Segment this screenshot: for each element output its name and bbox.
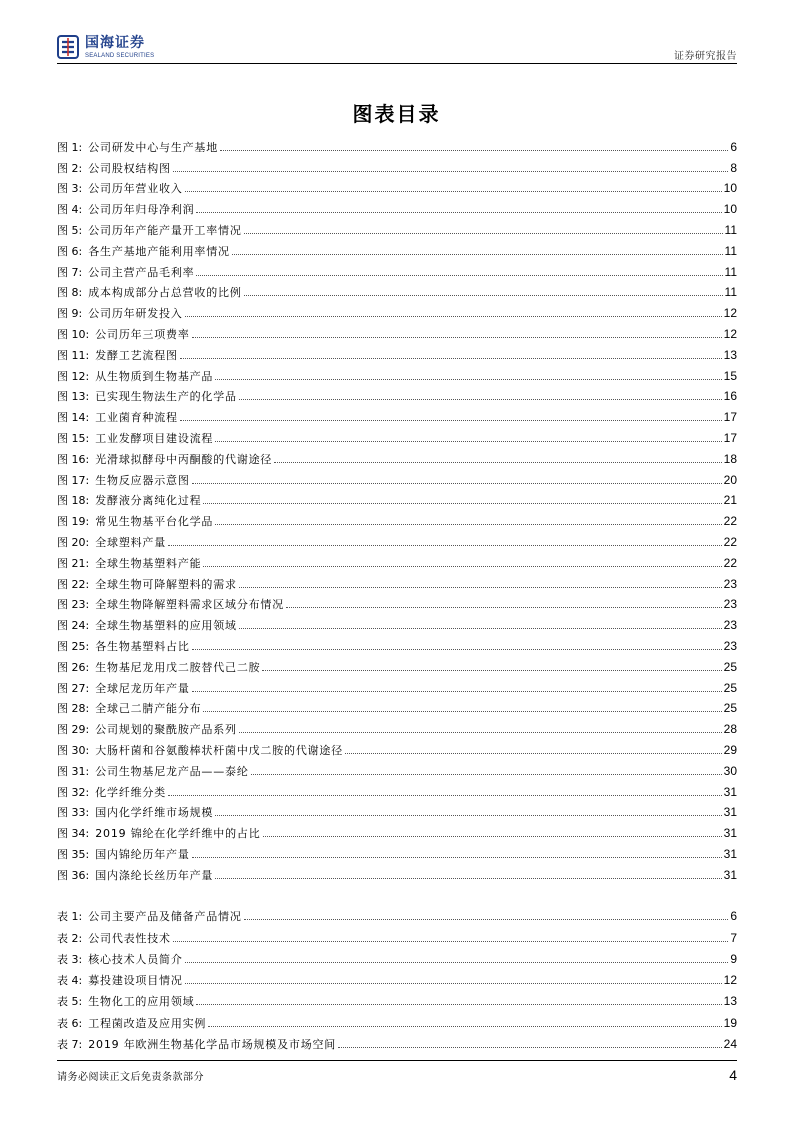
entry-title: 公司规划的聚酰胺产品系列 xyxy=(95,723,237,737)
entry-page-number: 13 xyxy=(723,994,737,1009)
entry-title: 各生物基塑料占比 xyxy=(95,639,190,653)
entry-page-number: 7 xyxy=(730,930,737,945)
table-index-list xyxy=(57,902,737,1051)
entry-label: 图 11 xyxy=(57,348,86,362)
entry-colon: : xyxy=(85,556,90,570)
dot-leader xyxy=(196,211,721,213)
figure-entry[interactable] xyxy=(57,383,737,404)
entry-page-number: 31 xyxy=(723,805,737,820)
entry-label: 图 4 xyxy=(57,203,79,217)
dot-leader xyxy=(168,794,722,796)
figure-entry[interactable] xyxy=(57,653,737,674)
entry-label: 表 5 xyxy=(57,995,79,1009)
dot-leader xyxy=(215,814,721,816)
figure-entry[interactable] xyxy=(57,819,737,840)
entry-page-number: 8 xyxy=(730,160,737,175)
entry-title: 大肠杆菌和谷氨酸棒状杆菌中戊二胺的代谢途径 xyxy=(95,743,344,757)
entry-title: 2019 年欧洲生物基化学品市场规模及市场空间 xyxy=(88,1038,337,1052)
dot-leader xyxy=(173,940,728,942)
entry-label: 图 30 xyxy=(57,743,86,757)
entry-title: 工业菌育种流程 xyxy=(95,411,178,425)
figure-entry[interactable] xyxy=(57,591,737,612)
dot-leader xyxy=(208,1025,721,1027)
entry-label: 图 19 xyxy=(57,515,86,529)
entry-page-number: 15 xyxy=(723,368,737,383)
entry-title: 化学纤维分类 xyxy=(95,785,167,799)
entry-page-number: 21 xyxy=(723,493,737,508)
entry-title: 各生产基地产能利用率情况 xyxy=(88,244,230,258)
entry-title: 发酵液分离纯化过程 xyxy=(95,494,202,508)
dot-leader xyxy=(239,586,722,588)
entry-label: 图 15 xyxy=(57,431,86,445)
dot-leader xyxy=(168,544,722,546)
dot-leader xyxy=(180,357,722,359)
entry-page-number: 23 xyxy=(723,618,737,633)
entry-page-number: 10 xyxy=(723,202,737,217)
dot-leader xyxy=(286,606,722,608)
figure-entry[interactable] xyxy=(57,133,737,154)
entry-colon: : xyxy=(85,452,90,466)
footer-divider xyxy=(57,1060,737,1061)
entry-page-number: 13 xyxy=(723,347,737,362)
table-entry[interactable] xyxy=(57,923,737,944)
entry-label: 表 7 xyxy=(57,1038,79,1052)
entry-colon: : xyxy=(78,203,83,217)
entry-page-number: 31 xyxy=(723,846,737,861)
entry-colon: : xyxy=(85,764,90,778)
report-type-label: 证券研究报告 xyxy=(674,51,737,62)
entry-colon: : xyxy=(78,974,83,988)
entry-page-number: 6 xyxy=(730,909,737,924)
entry-title: 公司主要产品及储备产品情况 xyxy=(88,910,242,924)
entry-title: 公司主营产品毛利率 xyxy=(88,265,195,279)
table-entry[interactable] xyxy=(57,902,737,923)
dot-leader xyxy=(185,190,722,192)
entry-page-number: 12 xyxy=(723,326,737,341)
entry-title: 公司历年研发投入 xyxy=(88,307,183,321)
entry-title: 国内化学纤维市场规模 xyxy=(95,806,214,820)
dot-leader xyxy=(196,1003,721,1005)
dot-leader xyxy=(244,918,729,920)
entry-title: 工程菌改造及应用实例 xyxy=(88,1016,207,1030)
entry-colon: : xyxy=(78,182,83,196)
entry-page-number: 17 xyxy=(723,410,737,425)
entry-colon: : xyxy=(78,931,83,945)
entry-title: 全球生物基塑料的应用领域 xyxy=(95,619,237,633)
entry-colon: : xyxy=(85,785,90,799)
entry-title: 全球尼龙历年产量 xyxy=(95,681,190,695)
table-entry[interactable] xyxy=(57,945,737,966)
entry-label: 表 4 xyxy=(57,974,79,988)
entry-page-number: 30 xyxy=(723,763,737,778)
entry-label: 图 6 xyxy=(57,244,79,258)
entry-label: 图 28 xyxy=(57,702,86,716)
entry-title: 公司生物基尼龙产品——泰纶 xyxy=(95,764,249,778)
entry-colon: : xyxy=(78,244,83,258)
entry-label: 图 27 xyxy=(57,681,86,695)
figure-entry[interactable] xyxy=(57,757,737,778)
entry-colon: : xyxy=(85,639,90,653)
entry-colon: : xyxy=(85,431,90,445)
figure-entry[interactable] xyxy=(57,362,737,383)
entry-colon: : xyxy=(85,473,90,487)
entry-page-number: 22 xyxy=(723,555,737,570)
dot-leader xyxy=(185,982,722,984)
entry-label: 图 1 xyxy=(57,140,79,154)
dot-leader xyxy=(220,149,728,151)
entry-title: 生物反应器示意图 xyxy=(95,473,190,487)
dot-leader xyxy=(192,336,722,338)
entry-page-number: 19 xyxy=(723,1015,737,1030)
entry-title: 公司代表性技术 xyxy=(88,931,171,945)
dot-leader xyxy=(215,877,721,879)
entry-label: 图 26 xyxy=(57,660,86,674)
entry-colon: : xyxy=(78,952,83,966)
entry-label: 表 3 xyxy=(57,952,79,966)
entry-title: 已实现生物法生产的化学品 xyxy=(95,390,237,404)
figure-index-list xyxy=(57,133,737,882)
entry-colon: : xyxy=(85,598,90,612)
entry-colon: : xyxy=(78,995,83,1009)
entry-label: 图 17 xyxy=(57,473,86,487)
dot-leader xyxy=(274,461,721,463)
figure-entry[interactable] xyxy=(57,632,737,653)
dot-leader xyxy=(203,502,721,504)
figure-entry[interactable] xyxy=(57,341,737,362)
entry-label: 图 3 xyxy=(57,182,79,196)
entry-label: 图 32 xyxy=(57,785,86,799)
entry-colon: : xyxy=(85,702,90,716)
dot-leader xyxy=(192,856,722,858)
entry-label: 图 7 xyxy=(57,265,79,279)
entry-colon: : xyxy=(85,515,90,529)
entry-label: 表 2 xyxy=(57,931,79,945)
logo-chinese-name: 国海证券 xyxy=(85,35,145,51)
figure-entry[interactable] xyxy=(57,403,737,424)
entry-page-number: 9 xyxy=(730,951,737,966)
entry-label: 图 29 xyxy=(57,723,86,737)
entry-label: 图 24 xyxy=(57,619,86,633)
dot-leader xyxy=(192,690,722,692)
entry-page-number: 11 xyxy=(724,243,737,258)
figure-entry[interactable] xyxy=(57,778,737,799)
entry-label: 图 21 xyxy=(57,556,86,570)
figure-entry[interactable] xyxy=(57,861,737,882)
entry-title: 公司历年归母净利润 xyxy=(88,203,195,217)
entry-colon: : xyxy=(85,494,90,508)
figure-entry[interactable] xyxy=(57,528,737,549)
entry-colon: : xyxy=(78,140,83,154)
figure-entry[interactable] xyxy=(57,674,737,695)
entry-title: 公司研发中心与生产基地 xyxy=(88,140,219,154)
figure-entry[interactable] xyxy=(57,279,737,300)
entry-colon: : xyxy=(85,806,90,820)
entry-label: 图 10 xyxy=(57,327,86,341)
entry-label: 图 34 xyxy=(57,827,86,841)
figure-entry[interactable] xyxy=(57,154,737,175)
dot-leader xyxy=(192,482,722,484)
entry-page-number: 10 xyxy=(723,181,737,196)
dot-leader xyxy=(244,294,723,296)
entry-colon: : xyxy=(85,868,90,882)
entry-title: 公司历年产能产量开工率情况 xyxy=(88,223,242,237)
header-divider xyxy=(57,63,737,64)
dot-leader xyxy=(215,523,721,525)
figure-entry[interactable] xyxy=(57,445,737,466)
entry-page-number: 28 xyxy=(723,722,737,737)
dot-leader xyxy=(232,253,723,255)
dot-leader xyxy=(239,398,722,400)
entry-page-number: 25 xyxy=(723,701,737,716)
entry-label: 图 25 xyxy=(57,639,86,653)
toc-title: 图表目录 xyxy=(352,102,441,126)
entry-colon: : xyxy=(78,1038,83,1052)
entry-colon: : xyxy=(85,619,90,633)
table-entry[interactable] xyxy=(57,987,737,1008)
entry-page-number: 31 xyxy=(723,784,737,799)
entry-page-number: 20 xyxy=(723,472,737,487)
entry-colon: : xyxy=(78,1016,83,1030)
entry-title: 全球生物降解塑料需求区域分布情况 xyxy=(95,598,285,612)
entry-label: 图 31 xyxy=(57,764,86,778)
dot-leader xyxy=(180,419,722,421)
dot-leader xyxy=(203,710,721,712)
dot-leader xyxy=(203,565,721,567)
entry-page-number: 18 xyxy=(723,451,737,466)
entry-title: 从生物质到生物基产品 xyxy=(95,369,214,383)
entry-page-number: 31 xyxy=(723,867,737,882)
figure-entry[interactable] xyxy=(57,175,737,196)
entry-title: 全球生物可降解塑料的需求 xyxy=(95,577,237,591)
entry-title: 募投建设项目情况 xyxy=(88,974,183,988)
entry-page-number: 29 xyxy=(723,742,737,757)
table-entry[interactable] xyxy=(57,966,737,987)
dot-leader xyxy=(263,835,722,837)
entry-colon: : xyxy=(78,223,83,237)
entry-label: 图 5 xyxy=(57,223,79,237)
logo-english-name: SEALAND SECURITIES xyxy=(85,53,155,59)
entry-page-number: 22 xyxy=(723,514,737,529)
figure-entry[interactable] xyxy=(57,611,737,632)
entry-label: 图 9 xyxy=(57,307,79,321)
figure-entry[interactable] xyxy=(57,799,737,820)
dot-leader xyxy=(338,1046,722,1048)
entry-label: 图 23 xyxy=(57,598,86,612)
entry-label: 图 22 xyxy=(57,577,86,591)
entry-label: 图 35 xyxy=(57,847,86,861)
dot-leader xyxy=(239,731,722,733)
entry-colon: : xyxy=(85,369,90,383)
entry-title: 公司历年营业收入 xyxy=(88,182,183,196)
entry-colon: : xyxy=(85,847,90,861)
figure-entry[interactable] xyxy=(57,299,737,320)
dot-leader xyxy=(185,961,729,963)
figure-entry[interactable] xyxy=(57,507,737,528)
dot-leader xyxy=(244,232,723,234)
table-entry[interactable] xyxy=(57,1008,737,1029)
entry-page-number: 16 xyxy=(723,389,737,404)
figure-entry[interactable] xyxy=(57,570,737,591)
entry-colon: : xyxy=(78,161,83,175)
figure-entry[interactable] xyxy=(57,195,737,216)
figure-entry[interactable] xyxy=(57,487,737,508)
entry-title: 国内涤纶长丝历年产量 xyxy=(95,868,214,882)
dot-leader xyxy=(185,315,722,317)
entry-label: 图 18 xyxy=(57,494,86,508)
entry-page-number: 22 xyxy=(723,534,737,549)
entry-title: 公司股权结构图 xyxy=(88,161,171,175)
figure-entry[interactable] xyxy=(57,466,737,487)
dot-leader xyxy=(345,752,722,754)
entry-colon: : xyxy=(85,827,90,841)
entry-colon: : xyxy=(85,577,90,591)
entry-title: 2019 锦纶在化学纤维中的占比 xyxy=(95,827,261,841)
disclaimer-link[interactable]: 请务必阅读正文后免责条款部分 xyxy=(57,1072,204,1083)
figure-entry[interactable] xyxy=(57,258,737,279)
entry-title: 成本构成部分占总营收的比例 xyxy=(88,286,242,300)
dot-leader xyxy=(215,440,721,442)
entry-label: 图 8 xyxy=(57,286,79,300)
entry-label: 图 2 xyxy=(57,161,79,175)
entry-page-number: 11 xyxy=(724,285,737,300)
entry-label: 表 6 xyxy=(57,1016,79,1030)
figure-entry[interactable] xyxy=(57,216,737,237)
table-entry[interactable] xyxy=(57,1030,737,1051)
entry-colon: : xyxy=(85,660,90,674)
entry-page-number: 24 xyxy=(723,1037,737,1052)
entry-colon: : xyxy=(78,265,83,279)
entry-title: 工业发酵项目建设流程 xyxy=(95,431,214,445)
dot-leader xyxy=(192,648,722,650)
entry-title: 发酵工艺流程图 xyxy=(95,348,178,362)
entry-page-number: 6 xyxy=(730,139,737,154)
dot-leader xyxy=(239,627,722,629)
entry-page-number: 25 xyxy=(723,680,737,695)
entry-colon: : xyxy=(85,681,90,695)
entry-title: 全球生物基塑料产能 xyxy=(95,556,202,570)
figure-entry[interactable] xyxy=(57,715,737,736)
entry-page-number: 12 xyxy=(723,306,737,321)
entry-title: 公司历年三项费率 xyxy=(95,327,190,341)
entry-title: 常见生物基平台化学品 xyxy=(95,515,214,529)
figure-entry[interactable] xyxy=(57,320,737,341)
page-number: 4 xyxy=(729,1067,737,1083)
figure-entry[interactable] xyxy=(57,424,737,445)
entry-page-number: 25 xyxy=(723,659,737,674)
entry-colon: : xyxy=(85,327,90,341)
entry-title: 国内锦纶历年产量 xyxy=(95,847,190,861)
entry-colon: : xyxy=(85,348,90,362)
sealand-logo-icon xyxy=(57,35,79,59)
entry-label: 图 16 xyxy=(57,452,86,466)
entry-colon: : xyxy=(85,723,90,737)
figure-entry[interactable] xyxy=(57,237,737,258)
entry-colon: : xyxy=(78,910,83,924)
entry-title: 全球己二腈产能分布 xyxy=(95,702,202,716)
entry-label: 图 20 xyxy=(57,535,86,549)
entry-label: 图 13 xyxy=(57,390,86,404)
entry-label: 图 36 xyxy=(57,868,86,882)
page-header xyxy=(57,34,737,62)
entry-colon: : xyxy=(85,535,90,549)
figure-entry[interactable] xyxy=(57,549,737,570)
entry-title: 生物基尼龙用戊二胺替代己二胺 xyxy=(95,660,261,674)
entry-page-number: 31 xyxy=(723,826,737,841)
entry-page-number: 12 xyxy=(723,973,737,988)
entry-page-number: 23 xyxy=(723,576,737,591)
dot-leader xyxy=(196,274,722,276)
dot-leader xyxy=(215,378,721,380)
company-logo xyxy=(57,34,154,62)
dot-leader xyxy=(173,170,728,172)
entry-title: 生物化工的应用领域 xyxy=(88,995,195,1009)
entry-colon: : xyxy=(85,743,90,757)
entry-colon: : xyxy=(85,390,90,404)
dot-leader xyxy=(262,669,721,671)
entry-page-number: 23 xyxy=(723,597,737,612)
entry-page-number: 17 xyxy=(723,430,737,445)
entry-title: 核心技术人员简介 xyxy=(88,952,183,966)
figure-entry[interactable] xyxy=(57,840,737,861)
entry-title: 光滑球拟酵母中丙酮酸的代谢途径 xyxy=(95,452,273,466)
entry-colon: : xyxy=(78,286,83,300)
figure-entry[interactable] xyxy=(57,736,737,757)
entry-page-number: 11 xyxy=(724,222,737,237)
entry-colon: : xyxy=(78,307,83,321)
entry-title: 全球塑料产量 xyxy=(95,535,167,549)
entry-page-number: 23 xyxy=(723,638,737,653)
dot-leader xyxy=(251,773,722,775)
entry-label: 表 1 xyxy=(57,910,79,924)
figure-entry[interactable] xyxy=(57,695,737,716)
entry-label: 图 33 xyxy=(57,806,86,820)
entry-page-number: 11 xyxy=(724,264,737,279)
entry-label: 图 12 xyxy=(57,369,86,383)
entry-label: 图 14 xyxy=(57,411,86,425)
entry-colon: : xyxy=(85,411,90,425)
